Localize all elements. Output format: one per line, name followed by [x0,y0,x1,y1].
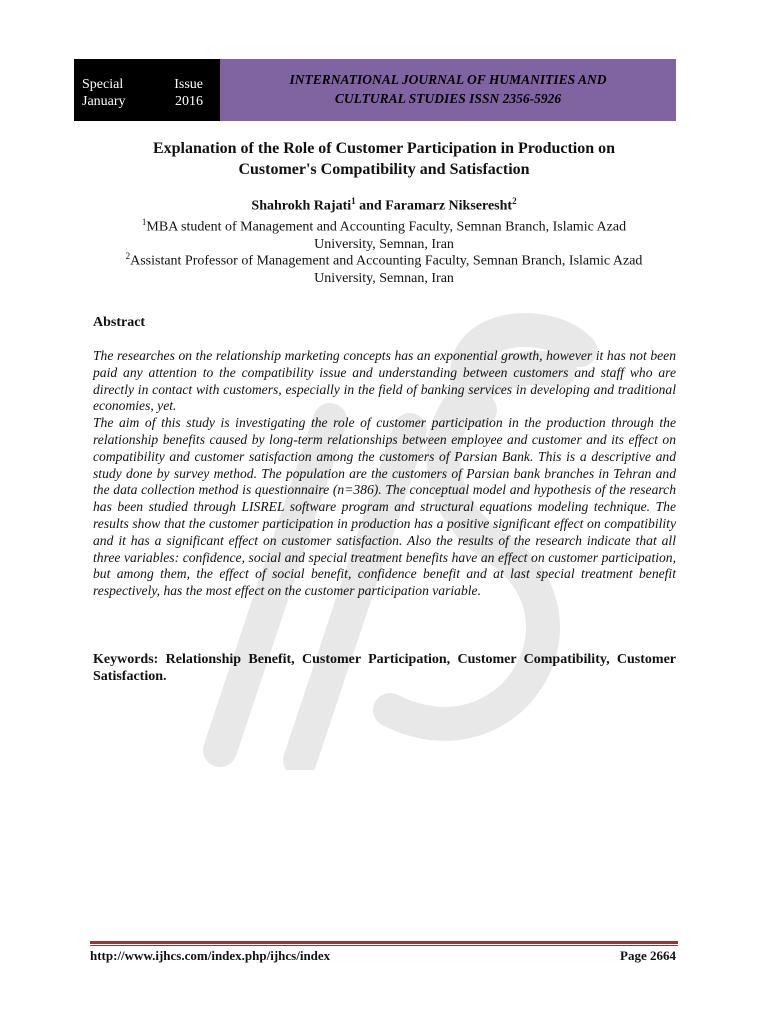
issue-month: January [82,94,126,109]
affiliation-2 [90,248,678,287]
abstract-paragraph-1: The researches on the relationship marketing concepts has an exponential growth, however it has not been paid any attention to the compatibility issue and understanding between customers and staff who are directly in contact with customers, especially in the field of banking services in developing and traditional economies, yet. [93,348,676,414]
journal-name-line2: CULTURAL STUDIES ISSN 2356-5926 [334,91,562,106]
affil2-line2: University, Semnan, Iran [314,270,454,286]
affil1-sup: 1 [141,217,147,227]
page-footer [90,948,676,964]
title-line1: Explanation of the Role of Customer Participation in Production on [152,140,616,157]
issue-year: 2016 [175,94,203,109]
authors [90,196,678,215]
abstract-body [93,348,676,600]
footer-rule-thick [90,941,678,944]
affil2-sup: 2 [125,251,131,261]
footer-rule-thin [90,945,678,946]
abstract-heading: Abstract [93,315,146,330]
affil2-line1: Assistant Professor of Management and Accounting Faculty, Semnan Branch, Islamic Azad [130,253,643,269]
paper-title [90,138,678,180]
author-and: and [355,198,386,214]
affil1-line2: University, Semnan, Iran [314,236,454,252]
author2-sup: 2 [512,196,517,206]
affiliation-1 [90,214,678,253]
footer-url-link[interactable]: http://www.ijhcs.com/index.php/ijhcs/index [90,948,331,963]
title-line2: Customer's Compatibility and Satisfaction [238,161,530,178]
issue-box [74,59,220,121]
journal-header [74,59,676,121]
journal-name-line1: INTERNATIONAL JOURNAL OF HUMANITIES AND [289,72,607,87]
keywords: Keywords: Relationship Benefit, Customer Participation, Customer Compatibility, Customer Satisfaction. [93,652,676,684]
journal-name-box [220,59,676,121]
abstract-paragraph-2: The aim of this study is investigating the role of customer participation in the production through the relationship benefits caused by long-term relationships between employee and customer and its effect on compatibility and customer satisfaction among the customers of Parsian Bank. This is a descriptive and study done by survey method. The population are the customers of Parsian bank branches in Tehran and the data collection method is questionnaire (n=386). The conceptual model and hypothesis of the research has been studied through LISREL software program and structural equations modeling technique. The results show that the customer participation in production has a positive significant effect on compatibility and it has a significant effect on customer satisfaction. Also the results of the research indicate that all three variables: confidence, social and special treatment benefits have an effect on customer participation, but among them, the effect of social benefit, confidence benefit and at last special treatment benefit respectively, has the most effect on the customer participation variable. [93,415,676,599]
issue-label: Special [82,77,124,92]
issue-word: Issue [174,77,203,92]
author1-name: Shahrokh Rajati [251,198,352,214]
author1-sup: 1 [351,196,356,206]
page-number: Page 2664 [620,948,676,963]
author2-name: Faramarz Nikseresht [385,198,513,214]
affil1-line1: MBA student of Management and Accounting Faculty, Semnan Branch, Islamic Azad [146,219,627,235]
